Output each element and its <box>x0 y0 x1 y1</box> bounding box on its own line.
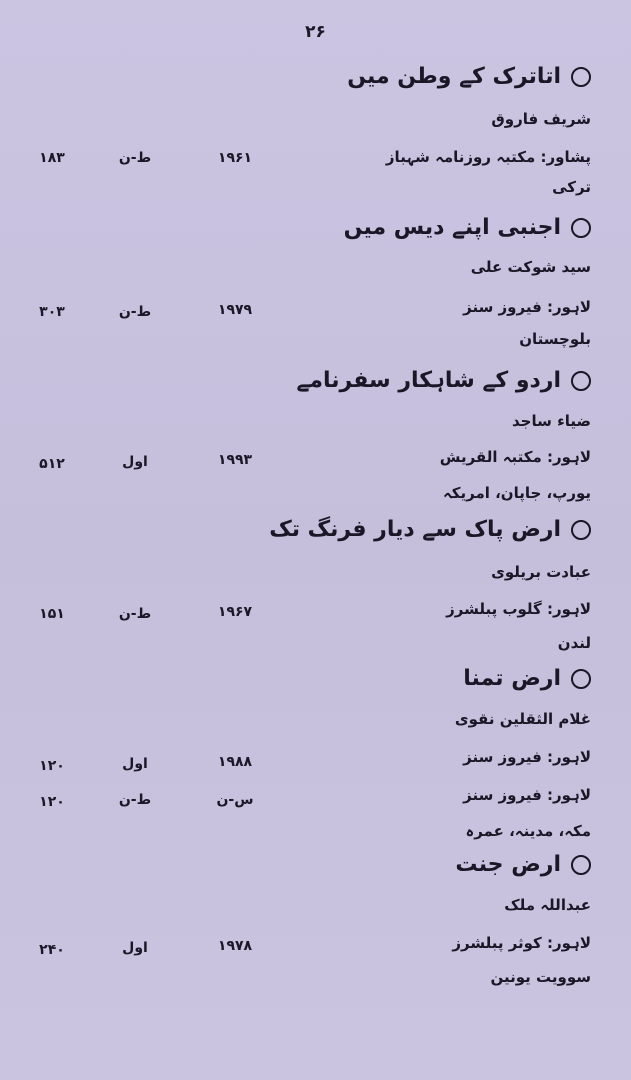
entry-subject: سوویت یونین <box>490 968 591 986</box>
entry-subject: یورپ، جاپان، امریکہ <box>442 484 591 502</box>
circle-bullet-icon <box>571 218 591 238</box>
page-number: ۲۶ <box>305 22 326 42</box>
entry-author: ضیاء ساجد <box>512 412 591 430</box>
entry-publisher: لاہور: مکتبہ القریش <box>439 448 591 466</box>
entry-title-text: ارض جنت <box>455 852 561 877</box>
entry-subject: مکہ، مدینہ، عمرہ <box>465 822 591 840</box>
entry-title <box>269 517 591 542</box>
entry-title <box>347 64 591 89</box>
entry-year: ۱۹۶۱ <box>217 150 253 166</box>
entry-publisher: پشاور: مکتبہ روزنامہ شہباز <box>385 148 591 166</box>
entry-pages: ۳۰۳ <box>39 304 65 320</box>
entry-year: س-ن <box>216 792 254 808</box>
entry-edition: ط-ن <box>118 792 152 808</box>
entry-subject: لندن <box>557 634 591 652</box>
entry-pages: ۱۲۰ <box>39 758 65 774</box>
entry-pages: ۵۱۲ <box>39 456 65 472</box>
entry-subject: بلوچستان <box>519 330 591 348</box>
entry-edition: ط-ن <box>118 304 152 320</box>
entry-title-text: اجنبی اپنے دیس میں <box>343 215 561 240</box>
entry-edition: ط-ن <box>118 150 152 166</box>
entry-title-text: ارض تمنا <box>463 666 561 691</box>
entry-title <box>344 215 591 240</box>
entry-year: ۱۹۷۸ <box>217 938 253 954</box>
entry-author: شریف فاروق <box>491 110 591 128</box>
circle-bullet-icon <box>571 371 591 391</box>
entry-pages: ۱۸۳ <box>39 150 65 166</box>
circle-bullet-icon <box>571 67 591 87</box>
entry-publisher: لاہور: فیروز سنز <box>463 298 591 316</box>
entry-author: عبداللہ ملک <box>504 896 591 914</box>
entry-subject: ترکی <box>552 178 591 196</box>
entry-publisher: لاہور: فیروز سنز <box>463 786 591 804</box>
entry-title-text: اردو کے شاہکار سفرنامے <box>296 368 561 393</box>
entry-title <box>296 368 591 393</box>
entry-title-text: ارض پاک سے دیار فرنگ تک <box>269 517 561 542</box>
entry-pages: ۲۴۰ <box>39 942 65 958</box>
entry-publisher: لاہور: گلوب پبلشرز <box>446 600 591 618</box>
entry-year: ۱۹۷۹ <box>217 302 253 318</box>
entry-edition: اول <box>122 756 148 772</box>
entry-author: عبادت بریلوی <box>491 563 591 581</box>
entry-pages: ۱۲۰ <box>39 794 65 810</box>
entry-year: ۱۹۸۸ <box>217 754 253 770</box>
entry-year: ۱۹۹۳ <box>217 452 253 468</box>
entry-publisher: لاہور: فیروز سنز <box>463 748 591 766</box>
entry-author: غلام الثقلین نقوی <box>454 710 591 728</box>
entry-edition: اول <box>122 454 148 470</box>
entry-title <box>455 852 591 877</box>
entry-title-text: اتاترک کے وطن میں <box>347 64 561 89</box>
entry-author: سید شوکت علی <box>470 258 591 276</box>
entry-title <box>463 666 591 691</box>
entry-edition: اول <box>122 940 148 956</box>
circle-bullet-icon <box>571 855 591 875</box>
circle-bullet-icon <box>571 669 591 689</box>
entry-pages: ۱۵۱ <box>39 606 65 622</box>
circle-bullet-icon <box>571 520 591 540</box>
entry-publisher: لاہور: کوثر پبلشرز <box>452 934 591 952</box>
entry-edition: ط-ن <box>118 606 152 622</box>
entry-year: ۱۹۶۷ <box>217 604 253 620</box>
